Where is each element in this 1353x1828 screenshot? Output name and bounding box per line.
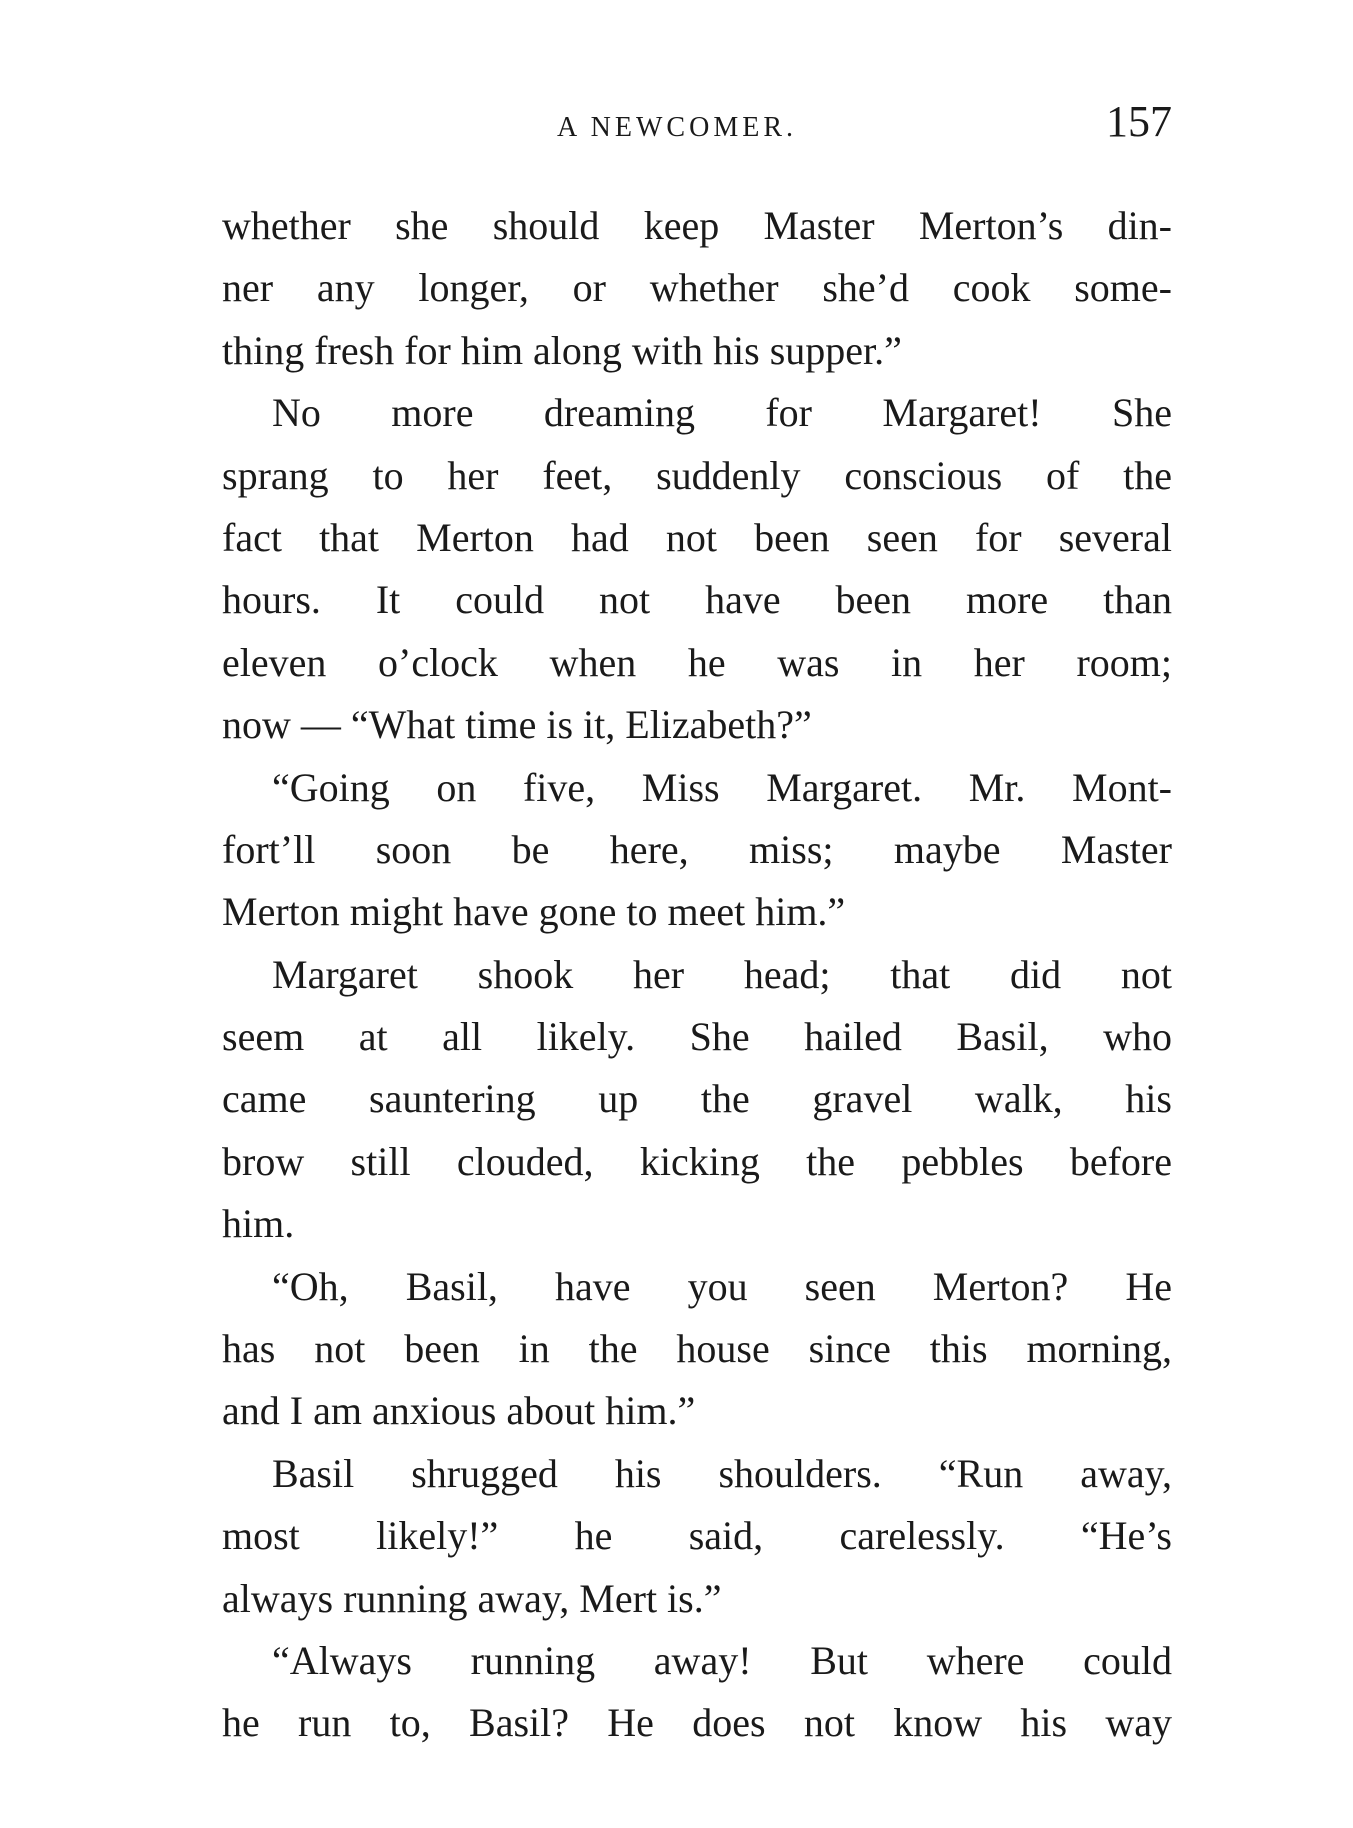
page-number: 157 bbox=[1106, 97, 1172, 146]
text-line: thing fresh for him along with his supper.” bbox=[222, 327, 902, 373]
text-line: Merton might have gone to meet him.” bbox=[222, 889, 846, 935]
text-line: No more dreaming for Margaret! She bbox=[272, 390, 1172, 436]
text-line: whether she should keep Master Merton’s din- bbox=[222, 203, 1172, 248]
text-line: “Always running away! But where could bbox=[272, 1637, 1172, 1683]
text-line: sprang to her feet, suddenly conscious of the bbox=[222, 452, 1172, 498]
text-line: always running away, Mert is.” bbox=[222, 1575, 722, 1621]
running-head: A NEWCOMER. bbox=[557, 112, 797, 143]
text-line: him. bbox=[222, 1201, 295, 1247]
text-line: and I am anxious about him.” bbox=[222, 1388, 696, 1434]
text-line: hours. It could not have been more than bbox=[222, 577, 1172, 623]
text-line: ner any longer, or whether she’d cook some- bbox=[222, 265, 1172, 311]
text-line: most likely!” he said, carelessly. “He’s bbox=[222, 1513, 1172, 1559]
text-line: Margaret shook her head; that did not bbox=[272, 951, 1172, 997]
text-line: brow still clouded, kicking the pebbles before bbox=[222, 1138, 1172, 1184]
body-text bbox=[222, 195, 1172, 1755]
text-line: “Oh, Basil, have you seen Merton? He bbox=[272, 1263, 1172, 1309]
text-line: fort’ll soon be here, miss; maybe Master bbox=[222, 826, 1172, 872]
text-line: now — “What time is it, Elizabeth?” bbox=[222, 702, 812, 748]
text-line: seem at all likely. She hailed Basil, who bbox=[222, 1014, 1172, 1060]
text-line: “Going on five, Miss Margaret. Mr. Mont- bbox=[272, 764, 1172, 810]
text-line: came sauntering up the gravel walk, his bbox=[222, 1076, 1172, 1122]
page-header bbox=[222, 96, 1172, 156]
text-line: fact that Merton had not been seen for several bbox=[222, 514, 1172, 560]
text-line: eleven o’clock when he was in her room; bbox=[222, 639, 1172, 685]
text-line: he run to, Basil? He does not know his way bbox=[222, 1700, 1172, 1746]
text-line: has not been in the house since this morning, bbox=[222, 1326, 1172, 1372]
text-line: Basil shrugged his shoulders. “Run away, bbox=[272, 1450, 1172, 1496]
